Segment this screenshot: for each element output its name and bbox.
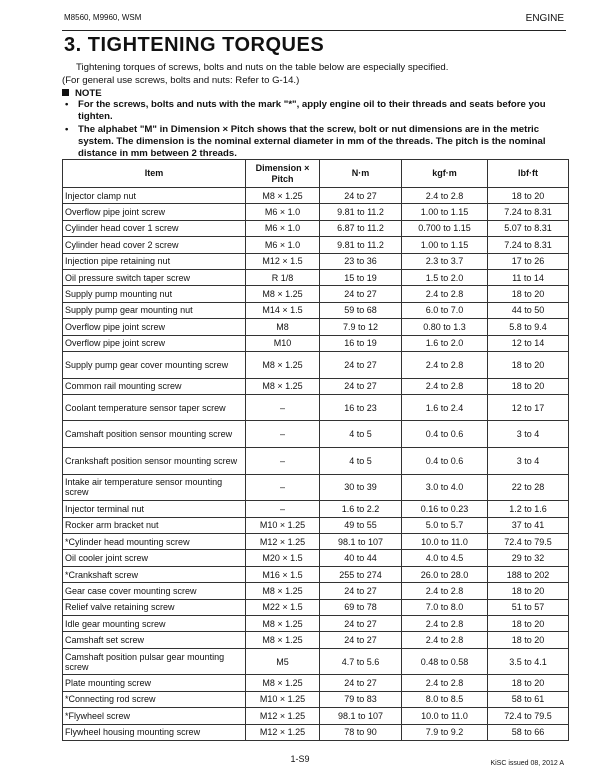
cell-nm: 24 to 27 xyxy=(320,188,402,204)
cell-nm: 59 to 68 xyxy=(320,302,402,318)
cell-item: *Cylinder head mounting screw xyxy=(63,534,246,550)
cell-nm: 9.81 to 11.2 xyxy=(320,237,402,253)
cell-item: Cylinder head cover 2 screw xyxy=(63,237,246,253)
cell-nm: 98.1 to 107 xyxy=(320,534,402,550)
cell-kgfm: 2.4 to 2.8 xyxy=(402,616,488,632)
cell-kgfm: 0.48 to 0.58 xyxy=(402,648,488,675)
cell-kgfm: 2.4 to 2.8 xyxy=(402,188,488,204)
cell-kgfm: 1.6 to 2.0 xyxy=(402,335,488,351)
cell-dimension-pitch: M8 × 1.25 xyxy=(246,632,320,648)
cell-item: Crankshaft position sensor mounting screw xyxy=(63,448,246,475)
note-bullet-2 xyxy=(62,124,567,159)
cell-nm: 1.6 to 2.2 xyxy=(320,501,402,517)
cell-nm: 24 to 27 xyxy=(320,351,402,378)
cell-kgfm: 2.4 to 2.8 xyxy=(402,351,488,378)
table-row xyxy=(63,237,569,253)
cell-item: Flywheel housing mounting screw xyxy=(63,724,246,740)
table-row xyxy=(63,583,569,599)
column-header-nm: N·m xyxy=(320,160,402,188)
cell-kgfm: 1.00 to 1.15 xyxy=(402,204,488,220)
table-row xyxy=(63,302,569,318)
table-row xyxy=(63,724,569,740)
cell-dimension-pitch: – xyxy=(246,501,320,517)
cell-dimension-pitch: M12 × 1.5 xyxy=(246,253,320,269)
cell-lbfft: 5.07 to 8.31 xyxy=(488,220,569,236)
cell-kgfm: 1.6 to 2.4 xyxy=(402,394,488,421)
cell-nm: 24 to 27 xyxy=(320,286,402,302)
table-row xyxy=(63,501,569,517)
bullet-dot-icon: • xyxy=(65,99,69,110)
cell-nm: 30 to 39 xyxy=(320,474,402,501)
cell-item: Supply pump gear cover mounting screw xyxy=(63,351,246,378)
table-row xyxy=(63,286,569,302)
cell-dimension-pitch: – xyxy=(246,474,320,501)
cell-kgfm: 2.4 to 2.8 xyxy=(402,286,488,302)
torque-table xyxy=(62,159,569,741)
cell-dimension-pitch: M8 × 1.25 xyxy=(246,188,320,204)
table-row xyxy=(63,394,569,421)
cell-dimension-pitch: M8 × 1.25 xyxy=(246,616,320,632)
table-row xyxy=(63,351,569,378)
table-row xyxy=(63,474,569,501)
header-divider xyxy=(62,30,566,31)
cell-kgfm: 7.9 to 9.2 xyxy=(402,724,488,740)
note-bullet-2-text: The alphabet "M" in Dimension × Pitch shows that the screw, bolt or nut dimensions are in the metric system. The dimension is the nominal external diameter in mm of the threads. The pitch is the nominal distance in mm between 2 threads. xyxy=(78,124,546,159)
cell-nm: 24 to 27 xyxy=(320,632,402,648)
table-row xyxy=(63,616,569,632)
cell-dimension-pitch: M12 × 1.25 xyxy=(246,534,320,550)
note-heading-label: NOTE xyxy=(75,88,102,99)
cell-dimension-pitch: M20 × 1.5 xyxy=(246,550,320,566)
note-square-icon xyxy=(62,89,69,96)
table-row xyxy=(63,448,569,475)
table-row xyxy=(63,599,569,615)
cell-lbfft: 51 to 57 xyxy=(488,599,569,615)
column-header-lbfft: lbf·ft xyxy=(488,160,569,188)
table-row xyxy=(63,421,569,448)
cell-lbfft: 18 to 20 xyxy=(488,616,569,632)
cell-lbfft: 5.8 to 9.4 xyxy=(488,319,569,335)
cell-dimension-pitch: M22 × 1.5 xyxy=(246,599,320,615)
cell-dimension-pitch: M10 xyxy=(246,335,320,351)
cell-item: Injection pipe retaining nut xyxy=(63,253,246,269)
cell-lbfft: 7.24 to 8.31 xyxy=(488,237,569,253)
cell-dimension-pitch: M12 × 1.25 xyxy=(246,708,320,724)
note-bullet-1-text: For the screws, bolts and nuts with the mark "*", apply engine oil to their threads and seats before you tighten. xyxy=(78,99,546,122)
cell-item: Idle gear mounting screw xyxy=(63,616,246,632)
cell-dimension-pitch: M10 × 1.25 xyxy=(246,691,320,707)
cell-item: Intake air temperature sensor mounting screw xyxy=(63,474,246,501)
cell-item: Rocker arm bracket nut xyxy=(63,517,246,533)
column-header-dimension-pitch: Dimension × Pitch xyxy=(246,160,320,188)
cell-kgfm: 2.4 to 2.8 xyxy=(402,583,488,599)
cell-kgfm: 6.0 to 7.0 xyxy=(402,302,488,318)
cell-item: Oil pressure switch taper screw xyxy=(63,269,246,285)
intro-line-1: Tightening torques of screws, bolts and nuts on the table below are especially specified. xyxy=(76,62,449,73)
cell-kgfm: 7.0 to 8.0 xyxy=(402,599,488,615)
cell-dimension-pitch: M6 × 1.0 xyxy=(246,220,320,236)
cell-nm: 23 to 36 xyxy=(320,253,402,269)
table-row xyxy=(63,632,569,648)
issued-label: KiSC issued 08, 2012 A xyxy=(490,760,564,767)
cell-dimension-pitch: M12 × 1.25 xyxy=(246,724,320,740)
page-number: 1-S9 xyxy=(290,754,310,764)
cell-lbfft: 12 to 14 xyxy=(488,335,569,351)
cell-dimension-pitch: M8 × 1.25 xyxy=(246,351,320,378)
cell-dimension-pitch: M8 × 1.25 xyxy=(246,675,320,691)
cell-lbfft: 1.2 to 1.6 xyxy=(488,501,569,517)
table-row xyxy=(63,220,569,236)
cell-dimension-pitch: R 1/8 xyxy=(246,269,320,285)
cell-item: Coolant temperature sensor taper screw xyxy=(63,394,246,421)
cell-nm: 24 to 27 xyxy=(320,378,402,394)
cell-kgfm: 10.0 to 11.0 xyxy=(402,534,488,550)
cell-item: Gear case cover mounting screw xyxy=(63,583,246,599)
cell-kgfm: 2.4 to 2.8 xyxy=(402,378,488,394)
cell-kgfm: 10.0 to 11.0 xyxy=(402,708,488,724)
cell-lbfft: 3 to 4 xyxy=(488,421,569,448)
cell-lbfft: 44 to 50 xyxy=(488,302,569,318)
table-row xyxy=(63,188,569,204)
cell-nm: 24 to 27 xyxy=(320,675,402,691)
cell-item: Camshaft set screw xyxy=(63,632,246,648)
cell-nm: 16 to 23 xyxy=(320,394,402,421)
cell-lbfft: 22 to 28 xyxy=(488,474,569,501)
table-row xyxy=(63,675,569,691)
cell-dimension-pitch: M16 × 1.5 xyxy=(246,566,320,582)
cell-nm: 40 to 44 xyxy=(320,550,402,566)
cell-nm: 6.87 to 11.2 xyxy=(320,220,402,236)
cell-lbfft: 18 to 20 xyxy=(488,351,569,378)
cell-lbfft: 72.4 to 79.5 xyxy=(488,708,569,724)
cell-item: Injector clamp nut xyxy=(63,188,246,204)
cell-nm: 7.9 to 12 xyxy=(320,319,402,335)
table-row xyxy=(63,319,569,335)
cell-item: Camshaft position pulsar gear mounting screw xyxy=(63,648,246,675)
cell-lbfft: 58 to 61 xyxy=(488,691,569,707)
cell-dimension-pitch: – xyxy=(246,448,320,475)
cell-lbfft: 18 to 20 xyxy=(488,675,569,691)
table-row xyxy=(63,204,569,220)
cell-nm: 15 to 19 xyxy=(320,269,402,285)
cell-dimension-pitch: – xyxy=(246,394,320,421)
cell-kgfm: 2.4 to 2.8 xyxy=(402,632,488,648)
cell-kgfm: 0.4 to 0.6 xyxy=(402,448,488,475)
table-body xyxy=(63,188,569,741)
cell-lbfft: 18 to 20 xyxy=(488,378,569,394)
cell-kgfm: 2.3 to 3.7 xyxy=(402,253,488,269)
cell-item: Camshaft position sensor mounting screw xyxy=(63,421,246,448)
cell-lbfft: 11 to 14 xyxy=(488,269,569,285)
table-row xyxy=(63,550,569,566)
cell-lbfft: 7.24 to 8.31 xyxy=(488,204,569,220)
cell-nm: 4.7 to 5.6 xyxy=(320,648,402,675)
table-row xyxy=(63,253,569,269)
cell-lbfft: 58 to 66 xyxy=(488,724,569,740)
table-row xyxy=(63,691,569,707)
cell-item: Relief valve retaining screw xyxy=(63,599,246,615)
cell-item: Injector terminal nut xyxy=(63,501,246,517)
cell-dimension-pitch: M8 × 1.25 xyxy=(246,583,320,599)
cell-dimension-pitch: M10 × 1.25 xyxy=(246,517,320,533)
cell-kgfm: 0.4 to 0.6 xyxy=(402,421,488,448)
cell-lbfft: 29 to 32 xyxy=(488,550,569,566)
cell-lbfft: 18 to 20 xyxy=(488,286,569,302)
cell-item: Common rail mounting screw xyxy=(63,378,246,394)
cell-nm: 49 to 55 xyxy=(320,517,402,533)
table-row xyxy=(63,335,569,351)
cell-dimension-pitch: M8 × 1.25 xyxy=(246,378,320,394)
cell-dimension-pitch: M8 xyxy=(246,319,320,335)
cell-nm: 69 to 78 xyxy=(320,599,402,615)
cell-item: Oil cooler joint screw xyxy=(63,550,246,566)
cell-kgfm: 5.0 to 5.7 xyxy=(402,517,488,533)
cell-item: Overflow pipe joint screw xyxy=(63,319,246,335)
cell-lbfft: 17 to 26 xyxy=(488,253,569,269)
note-bullet-1 xyxy=(62,99,567,123)
table-row xyxy=(63,378,569,394)
cell-lbfft: 72.4 to 79.5 xyxy=(488,534,569,550)
cell-lbfft: 37 to 41 xyxy=(488,517,569,533)
cell-lbfft: 18 to 20 xyxy=(488,632,569,648)
cell-kgfm: 1.00 to 1.15 xyxy=(402,237,488,253)
cell-nm: 78 to 90 xyxy=(320,724,402,740)
cell-kgfm: 4.0 to 4.5 xyxy=(402,550,488,566)
cell-dimension-pitch: M5 xyxy=(246,648,320,675)
cell-nm: 9.81 to 11.2 xyxy=(320,204,402,220)
cell-nm: 79 to 83 xyxy=(320,691,402,707)
cell-kgfm: 2.4 to 2.8 xyxy=(402,675,488,691)
cell-kgfm: 1.5 to 2.0 xyxy=(402,269,488,285)
header-section: ENGINE xyxy=(525,13,564,24)
cell-nm: 16 to 19 xyxy=(320,335,402,351)
cell-item: Supply pump gear mounting nut xyxy=(63,302,246,318)
cell-item: *Flywheel screw xyxy=(63,708,246,724)
cell-lbfft: 12 to 17 xyxy=(488,394,569,421)
table-header-row xyxy=(63,160,569,188)
cell-dimension-pitch: – xyxy=(246,421,320,448)
cell-item: Cylinder head cover 1 screw xyxy=(63,220,246,236)
table-row xyxy=(63,708,569,724)
cell-kgfm: 0.16 to 0.23 xyxy=(402,501,488,517)
cell-kgfm: 0.700 to 1.15 xyxy=(402,220,488,236)
cell-item: *Crankshaft screw xyxy=(63,566,246,582)
table-row xyxy=(63,534,569,550)
header-models: M8560, M9960, WSM xyxy=(64,13,142,22)
cell-item: Plate mounting screw xyxy=(63,675,246,691)
table-row xyxy=(63,648,569,675)
column-header-kgfm: kgf·m xyxy=(402,160,488,188)
cell-lbfft: 3 to 4 xyxy=(488,448,569,475)
bullet-dot-icon: • xyxy=(65,124,69,135)
cell-nm: 4 to 5 xyxy=(320,448,402,475)
cell-dimension-pitch: M14 × 1.5 xyxy=(246,302,320,318)
cell-lbfft: 3.5 to 4.1 xyxy=(488,648,569,675)
note-heading xyxy=(62,88,102,99)
cell-dimension-pitch: M6 × 1.0 xyxy=(246,237,320,253)
cell-lbfft: 18 to 20 xyxy=(488,188,569,204)
cell-item: *Connecting rod screw xyxy=(63,691,246,707)
cell-item: Overflow pipe joint screw xyxy=(63,335,246,351)
column-header-item: Item xyxy=(63,160,246,188)
page-title: 3. TIGHTENING TORQUES xyxy=(64,34,325,56)
table-row xyxy=(63,517,569,533)
intro-line-2: (For general use screws, bolts and nuts: Refer to G-14.) xyxy=(62,75,300,86)
cell-lbfft: 188 to 202 xyxy=(488,566,569,582)
cell-item: Overflow pipe joint screw xyxy=(63,204,246,220)
cell-nm: 255 to 274 xyxy=(320,566,402,582)
cell-kgfm: 3.0 to 4.0 xyxy=(402,474,488,501)
cell-nm: 98.1 to 107 xyxy=(320,708,402,724)
cell-nm: 24 to 27 xyxy=(320,616,402,632)
cell-nm: 4 to 5 xyxy=(320,421,402,448)
cell-kgfm: 0.80 to 1.3 xyxy=(402,319,488,335)
cell-kgfm: 26.0 to 28.0 xyxy=(402,566,488,582)
cell-lbfft: 18 to 20 xyxy=(488,583,569,599)
table-row xyxy=(63,566,569,582)
cell-dimension-pitch: M8 × 1.25 xyxy=(246,286,320,302)
cell-nm: 24 to 27 xyxy=(320,583,402,599)
cell-item: Supply pump mounting nut xyxy=(63,286,246,302)
cell-kgfm: 8.0 to 8.5 xyxy=(402,691,488,707)
table-row xyxy=(63,269,569,285)
cell-dimension-pitch: M6 × 1.0 xyxy=(246,204,320,220)
